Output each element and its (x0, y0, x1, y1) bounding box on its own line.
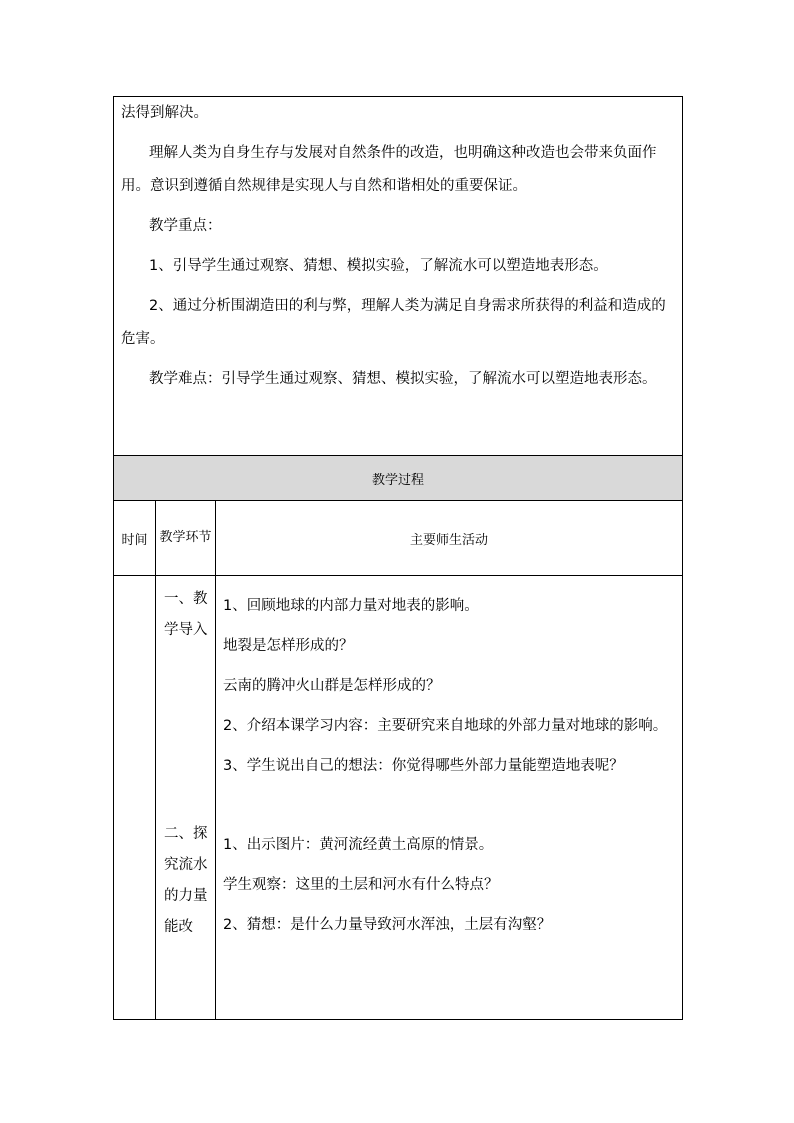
activity-line: 1、出示图片：黄河流经黄土高原的情景。 (223, 837, 494, 853)
activity-line: 2、猜想：是什么力量导致河水浑浊，土层有沟壑？ (223, 917, 552, 933)
paragraph: 教学重点： (149, 218, 222, 234)
process-title: 教学过程 (114, 456, 683, 501)
objectives-cell (114, 97, 683, 456)
paragraph: 理解人类为自身生存与发展对自然条件的改造，也明确这种改造也会带来负面作用。意识到遵循自然规律是实现人与自然和谐相处的重要保证。 (121, 145, 657, 194)
stage-label: 一、教学导入 (164, 591, 208, 638)
paragraph: 2、通过分析围湖造田的利与弊，理解人类为满足自身需求所获得的利益和造成的危害。 (121, 298, 666, 347)
paragraph: 法得到解决。 (121, 105, 208, 121)
stage-label: 二、探究流水的力量能改 (164, 826, 208, 935)
paragraph: 教学难点：引导学生通过观察、猜想、模拟实验，了解流水可以塑造地表形态。 (149, 371, 657, 387)
activity-line: 3、学生说出自己的想法：你觉得哪些外部力量能塑造地表呢？ (223, 758, 624, 774)
activity-line: 1、回顾地球的内部力量对地表的影响。 (223, 598, 479, 614)
header-activity: 主要师生活动 (216, 501, 683, 576)
objectives-text (121, 97, 676, 396)
header-stage: 教学环节 (156, 501, 216, 576)
paragraph: 1、引导学生通过观察、猜想、模拟实验，了解流水可以塑造地表形态。 (149, 258, 608, 274)
activity-line: 地裂是怎样形成的？ (223, 638, 354, 654)
activity-line: 云南的腾冲火山群是怎样形成的？ (223, 678, 441, 694)
stage-cell (156, 576, 216, 1020)
lesson-plan-table (113, 96, 683, 1020)
activity-line: 学生观察：这里的土层和河水有什么特点？ (223, 877, 499, 893)
activity-cell (216, 576, 683, 1020)
activity-line: 2、介绍本课学习内容：主要研究来自地球的外部力量对地球的影响。 (223, 718, 668, 734)
header-time: 时间 (114, 501, 156, 576)
time-cell (114, 576, 156, 1020)
